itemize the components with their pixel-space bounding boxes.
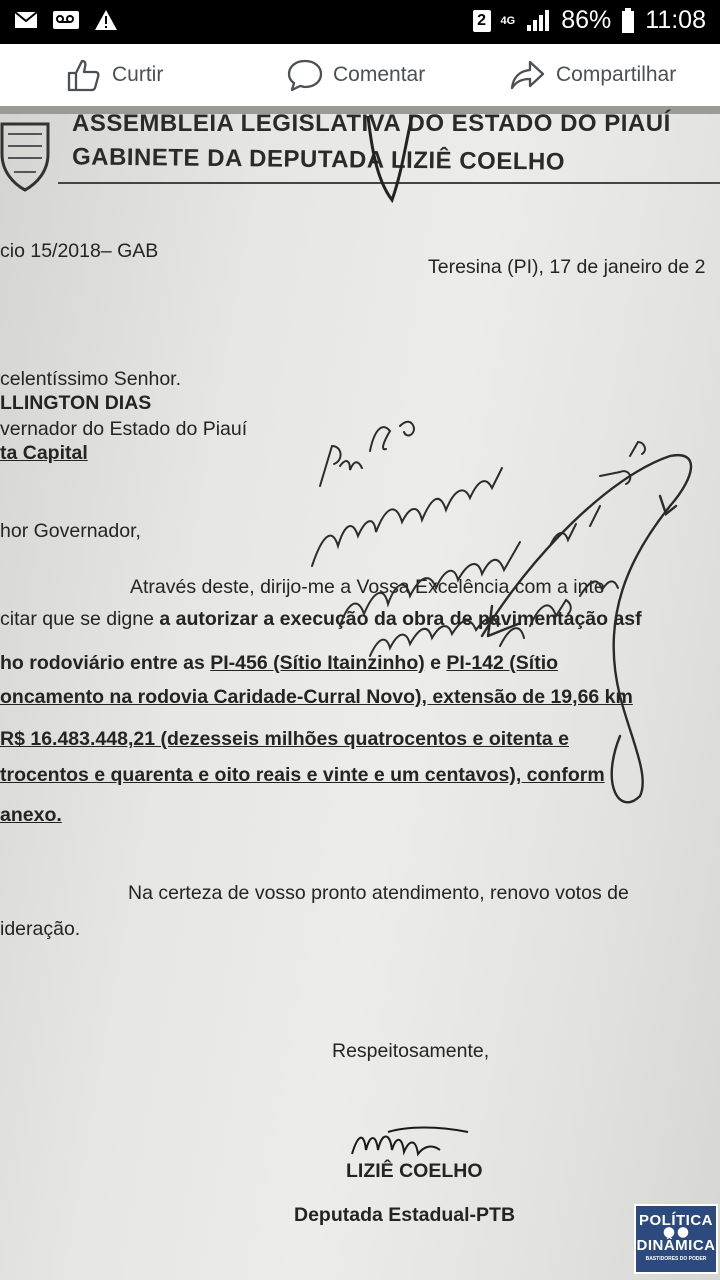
watermark-line2: DINÂMICA (636, 1237, 716, 1254)
cabinet-header: GABINETE DA DEPUTADA LIZIÊ COELHO (71, 143, 566, 176)
closing: Respeitosamente, (332, 1040, 490, 1062)
paragraph2-line1: Na certeza de vosso pronto atendimento, renovo votos de (128, 882, 629, 904)
share-icon (510, 58, 546, 92)
assembly-header: ASSEMBLEIA LEGISLATIVA DO ESTADO DO PIAUÍ (72, 110, 671, 137)
status-bar (0, 0, 720, 44)
addressee-salutation: celentíssimo Senhor. (0, 368, 182, 390)
header-stamp-mark (362, 112, 422, 204)
paragraph2-line2: ideração. (0, 918, 81, 940)
signal-icon (525, 9, 551, 33)
warning-icon (94, 9, 118, 31)
comment-label: Comentar (333, 63, 426, 86)
paragraph1-line1: Através deste, dirijo-me a Vossa Excelência com a inte (130, 576, 605, 598)
comment-icon (287, 58, 323, 92)
addressee-location: ta Capital (0, 442, 88, 464)
signature-scribble (348, 1124, 488, 1164)
paragraph1-line2-start: citar que se digne (0, 608, 160, 630)
road-pi456: PI-456 (Sítio Itainzinho) (210, 652, 425, 674)
paragraph1-line2-bold: a autorizar a execução da obra de pavimentação asf (159, 608, 642, 630)
share-label: Compartilhar (556, 63, 677, 86)
network-label: 4G (500, 14, 516, 27)
paragraph1-line3-and: e (424, 652, 447, 674)
handwritten-arrow (470, 436, 700, 816)
thumbs-up-icon (66, 58, 102, 92)
greeting: hor Governador, (0, 520, 141, 542)
watermark-line3: BASTIDORES DO PODER (645, 1256, 707, 1262)
post-action-bar (0, 44, 720, 107)
mail-icon (14, 11, 38, 29)
watermark-line1: POLÍTICA (639, 1212, 713, 1229)
battery-icon (621, 8, 635, 34)
signer-name: LIZIÊ COELHO (346, 1160, 483, 1182)
document-photo (0, 106, 720, 1280)
like-label: Curtir (112, 63, 164, 86)
addressee-title: vernador do Estado do Piauí (0, 418, 248, 440)
battery-percent: 86% (561, 6, 612, 34)
addressee-name: LLINGTON DIAS (0, 392, 152, 414)
paragraph1-line7: anexo. (0, 804, 62, 826)
clock: 11:08 (645, 6, 706, 34)
coat-of-arms-icon (0, 116, 58, 194)
like-button[interactable] (66, 44, 163, 106)
politica-dinamica-logo (634, 1204, 718, 1274)
document-reference: cio 15/2018– GAB (0, 240, 159, 262)
road-pi142: PI-142 (Sítio (446, 652, 559, 674)
signer-title: Deputada Estadual-PTB (294, 1204, 516, 1226)
watermark-dots: ⬤ ⬤ (663, 1227, 689, 1238)
sim-badge: 2 (473, 10, 491, 32)
paragraph1-line6: trocentos e quarenta e oito reais e vinte e um centavos), conform (0, 764, 605, 786)
paragraph1-line4: oncamento na rodovia Caridade-Curral Novo), extensão de 19,66 km (0, 686, 633, 708)
share-button[interactable] (510, 44, 676, 106)
voicemail-icon (52, 10, 80, 30)
paragraph1-line5: R$ 16.483.448,21 (dezesseis milhões quatrocentos e oitenta e (0, 728, 570, 750)
paragraph1-line3-start: ho rodoviário entre as (0, 652, 211, 674)
comment-button[interactable] (287, 44, 425, 106)
document-date: Teresina (PI), 17 de janeiro de 2 (428, 256, 706, 278)
